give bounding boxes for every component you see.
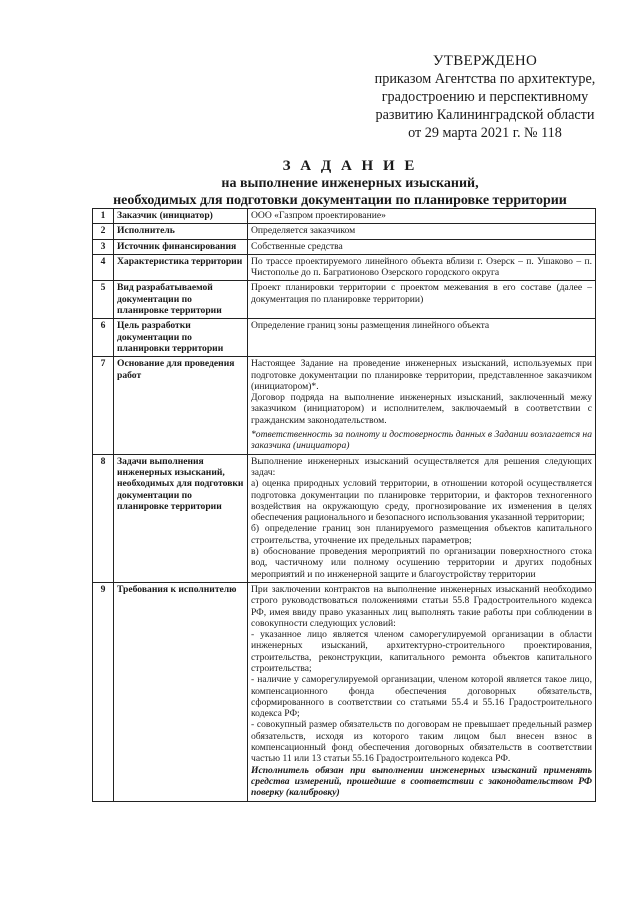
row-number: 1	[93, 209, 114, 224]
table-row	[93, 357, 596, 454]
title-line: на выполнение инженерных изысканий,	[221, 176, 479, 191]
table-row	[93, 454, 596, 582]
title-line: необходимых для подготовки документации по планировке территории	[113, 193, 567, 208]
row-value	[248, 319, 596, 357]
row-label: Основание для проведения работ	[114, 357, 248, 454]
row-label: Вид разрабатываемой документации по планировке территории	[114, 281, 248, 319]
row-label: Источник финансирования	[114, 239, 248, 254]
row-paragraph: По трассе проектируемого линейного объекта вблизи г. Озерск – п. Ушаково – п. Чистополье до п. Багратионово Озерского городского округа	[251, 255, 592, 279]
row-number: 9	[93, 582, 114, 801]
row-paragraph: Собственные средства	[251, 240, 343, 252]
row-closing-statement: Исполнитель обязан при выполнении инженерных изысканий применять средства измерений, прошедшие в соответствии с законодательством РФ поверку (калибровку)	[251, 764, 592, 799]
approval-line: развитию Калининградской области	[375, 107, 595, 123]
row-value	[248, 281, 596, 319]
table-row	[93, 582, 596, 801]
task-table	[92, 208, 596, 802]
row-paragraph: - указанное лицо является членом саморегулируемой организации в области инженерных изысканий, архитектурно-строительного проектирования, строительства, реконструкции, капитального ремонта объектов капитального строительства;	[251, 629, 592, 674]
row-paragraph: а) оценка природных условий территории, в отношении которой осуществляется подготовка документации по планировке территории, и факторов техногенного воздействия на окружающую среду, прогнозирование их изменения в целях обеспечения рационального и безопасного использования указанной территории;	[251, 478, 592, 524]
row-number: 3	[93, 239, 114, 254]
table-row	[93, 209, 596, 224]
row-value	[248, 454, 596, 582]
row-paragraph: - наличие у саморегулируемой организации, членом которой является такое лицо, компенсационного фонда обеспечения договорных обязательств, сформированного в соответствии со статьями 55.4 и 55.16 Градостроительного кодекса РФ;	[251, 674, 592, 720]
approval-line: градостроению и перспективному	[381, 89, 589, 105]
row-label: Характеристика территории	[114, 254, 248, 281]
row-paragraph: Договор подряда на выполнение инженерных изысканий, заключенный межу заказчиком (инициатором) и исполнителем, заключаемый в соответствии с гражданским законодательством.	[251, 392, 592, 426]
table-row	[93, 319, 596, 357]
table-row	[93, 224, 596, 239]
row-paragraph: - совокупный размер обязательств по договорам не превышает предельный размер обязательств, исходя из которого таким лицом был внесен взнос в компенсационный фонд обеспечения договорных обязательств в соответствии частью 11 или 13 статьи 55.16 Градостроительного кодекса РФ.	[251, 719, 592, 765]
row-label: Заказчик (инициатор)	[114, 209, 248, 224]
row-number: 8	[93, 454, 114, 582]
row-number: 6	[93, 319, 114, 357]
approval-heading: УТВЕРЖДЕНО	[432, 53, 538, 69]
row-paragraph: При заключении контрактов на выполнение инженерных изысканий необходимо строго руководствоваться положениями статьи 55.8 Градостроительного кодекса РФ, имея ввиду право указанных лиц выполнять такие работы при соблюдении в совокупности следующих условий:	[251, 583, 592, 629]
approval-line: от 29 марта 2021 г. № 118	[408, 125, 562, 141]
row-paragraph: ООО «Газпром проектирование»	[251, 210, 386, 221]
row-footnote: *ответственность за полноту и достоверность данных в Задании возлагается на заказчика (инициатора)	[251, 429, 592, 452]
table-row	[93, 281, 596, 319]
row-number: 5	[93, 281, 114, 319]
table-row	[93, 239, 596, 254]
row-paragraph: Проект планировки территории с проектом межевания в его составе (далее – документация по планировке территории)	[251, 282, 592, 305]
row-label: Исполнитель	[114, 224, 248, 239]
row-paragraph: Определяется заказчиком	[251, 225, 356, 237]
row-label: Требования к исполнителю	[114, 582, 248, 801]
approval-stamp	[340, 52, 630, 142]
row-number: 4	[93, 254, 114, 281]
title-line: З А Д А Н И Е	[282, 158, 418, 174]
row-label: Задачи выполнения инженерных изысканий, необходимых для подготовки документации по планировке территории	[114, 454, 248, 582]
row-value	[248, 224, 596, 239]
row-paragraph: Определение границ зоны размещения линейного объекта	[251, 320, 490, 332]
row-paragraph: в) обоснование проведения мероприятий по организации поверхностного стока вод, частичному или полному осушению территории и других подобных мероприятий и по инженерной защите и благоустройству территории	[251, 546, 592, 580]
row-number: 2	[93, 224, 114, 239]
row-label: Цель разработки документации по планировки территории	[114, 319, 248, 357]
row-value	[248, 209, 596, 224]
row-value	[248, 357, 596, 454]
row-value	[248, 254, 596, 281]
row-value	[248, 239, 596, 254]
approval-line: приказом Агентства по архитектуре,	[374, 71, 596, 87]
table-row	[93, 254, 596, 281]
row-paragraph: б) определение границ зон планируемого размещения объектов капитального строительства, уточнение их предельных параметров;	[251, 523, 592, 546]
row-paragraph: Выполнение инженерных изысканий осуществляется для решения следующих задач:	[251, 455, 592, 478]
row-value	[248, 582, 596, 801]
row-number: 7	[93, 357, 114, 454]
row-paragraph: Настоящее Задание на проведение инженерных изысканий, используемых при подготовке документации по планировке территории, представленное заказчиком (инициатором)*.	[251, 358, 592, 392]
document-title	[100, 157, 600, 209]
